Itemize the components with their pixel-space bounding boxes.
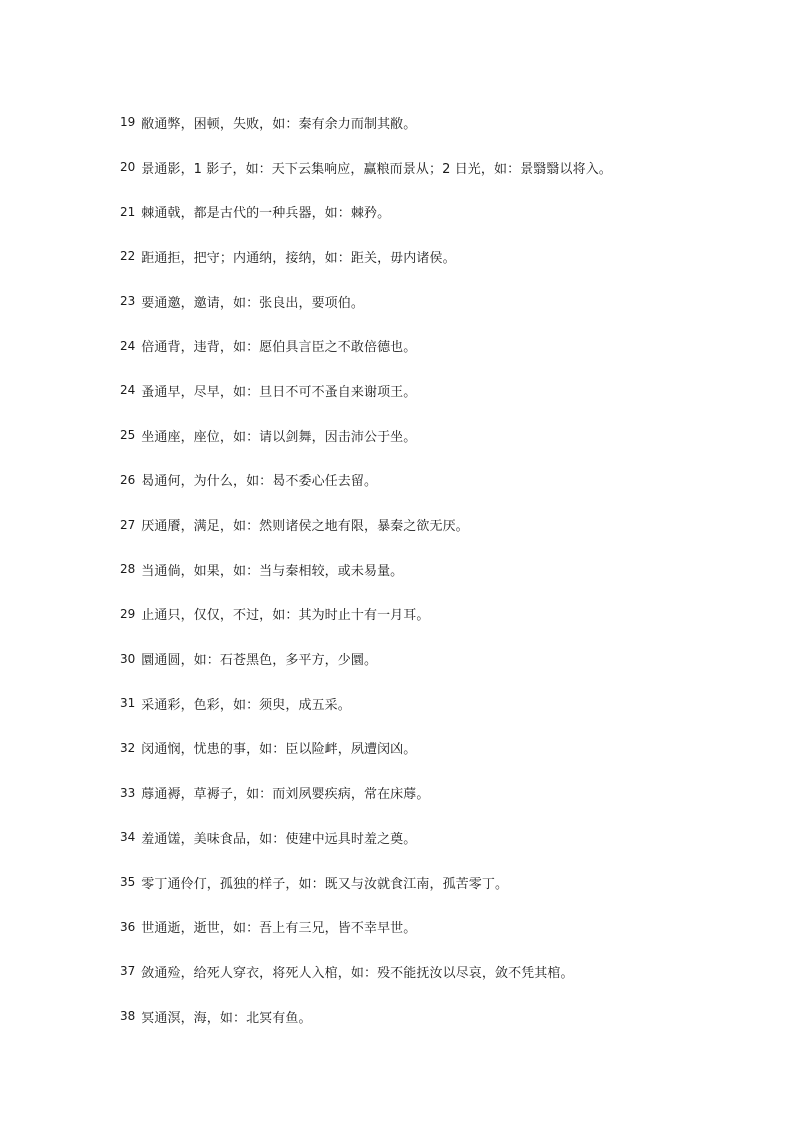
list-item: [120, 904, 760, 949]
entry-text: 景通影，1 影子，如：天下云集响应，赢粮而景从；2 日光，如：景翳翳以将入。: [141, 161, 612, 177]
entry-number: 22: [120, 249, 136, 264]
entry-text: 距通拒，把守；内通纳，接纳，如：距关，毋内诸侯。: [141, 250, 456, 266]
list-item: [120, 547, 760, 592]
entry-text: 敝通弊，困顿，失败，如：秦有余力而制其敝。: [141, 116, 417, 132]
list-item: [120, 100, 760, 145]
list-item: [120, 234, 760, 279]
entry-text: 当通倘，如果，如：当与秦相较，或未易量。: [141, 563, 404, 579]
entry-number: 35: [120, 875, 136, 890]
list-item: [120, 279, 760, 324]
entry-number: 28: [120, 562, 136, 577]
entry-number: 33: [120, 785, 136, 800]
list-item: [120, 815, 760, 860]
entry-number: 24: [120, 383, 136, 398]
list-item: [120, 770, 760, 815]
entry-text: 止通只，仅仅，不过，如：其为时止十有一月耳。: [141, 608, 430, 624]
entry-text: 世通逝，逝世，如：吾上有三兄，皆不幸早世。: [141, 921, 417, 937]
entry-text: 零丁通伶仃，孤独的样子，如：既又与汝就食江南，孤苦零丁。: [141, 876, 509, 892]
entry-text: 闵通悯，忧患的事，如：臣以险衅，夙遭闵凶。: [141, 742, 417, 758]
entry-number: 20: [120, 160, 136, 175]
entry-text: 敛通殓，给死人穿衣，将死人入棺，如：殁不能抚汝以尽哀，敛不凭其棺。: [141, 965, 574, 981]
entry-number: 37: [120, 964, 136, 979]
entry-number: 24: [120, 338, 136, 353]
list-item: [120, 994, 760, 1039]
list-item: [120, 323, 760, 368]
list-item: [120, 368, 760, 413]
entry-text: 厌通餍，满足，如：然则诸侯之地有限，暴秦之欲无厌。: [141, 519, 469, 535]
entry-number: 31: [120, 696, 136, 711]
entry-text: 坐通座，座位，如：请以剑舞，因击沛公于坐。: [141, 429, 417, 445]
list-item: [120, 189, 760, 234]
entry-number: 26: [120, 472, 136, 487]
entry-number: 21: [120, 204, 136, 219]
entry-text: 冥通溟，海，如：北冥有鱼。: [141, 1010, 312, 1026]
entry-number: 30: [120, 651, 136, 666]
list-item: [120, 592, 760, 637]
entry-text: 采通彩，色彩，如：须臾，成五采。: [141, 697, 351, 713]
list-item: [120, 949, 760, 994]
entry-number: 25: [120, 428, 136, 443]
list-item: [120, 458, 760, 503]
list-item: [120, 636, 760, 681]
list-item: [120, 681, 760, 726]
entry-text: 圜通圆，如：石苍黑色，多平方，少圜。: [141, 653, 378, 669]
entry-number: 27: [120, 517, 136, 532]
entry-number: 34: [120, 830, 136, 845]
entry-number: 38: [120, 1009, 136, 1024]
entry-text: 要通邀，邀请，如：张良出，要项伯。: [141, 295, 364, 311]
entry-text: 棘通戟，都是古代的一种兵器，如：棘矜。: [141, 206, 391, 222]
entry-text: 蚤通早，尽早，如：旦日不可不蚤自来谢项王。: [141, 384, 417, 400]
entry-number: 36: [120, 919, 136, 934]
entry-number: 23: [120, 294, 136, 309]
entry-number: 32: [120, 740, 136, 755]
entry-number: 29: [120, 606, 136, 621]
entry-list: [120, 100, 760, 1038]
list-item: [120, 860, 760, 905]
entry-text: 倍通背，违背，如：愿伯具言臣之不敢倍德也。: [141, 340, 417, 356]
entry-number: 19: [120, 115, 136, 130]
entry-text: 蓐通褥，草褥子，如：而刘夙婴疾病，常在床蓐。: [141, 787, 430, 803]
entry-text: 曷通何，为什么，如：曷不委心任去留。: [141, 474, 378, 490]
list-item: [120, 726, 760, 771]
list-item: [120, 145, 760, 190]
list-item: [120, 413, 760, 458]
entry-text: 羞通馐，美味食品，如：使建中远具时羞之奠。: [141, 831, 417, 847]
list-item: [120, 502, 760, 547]
